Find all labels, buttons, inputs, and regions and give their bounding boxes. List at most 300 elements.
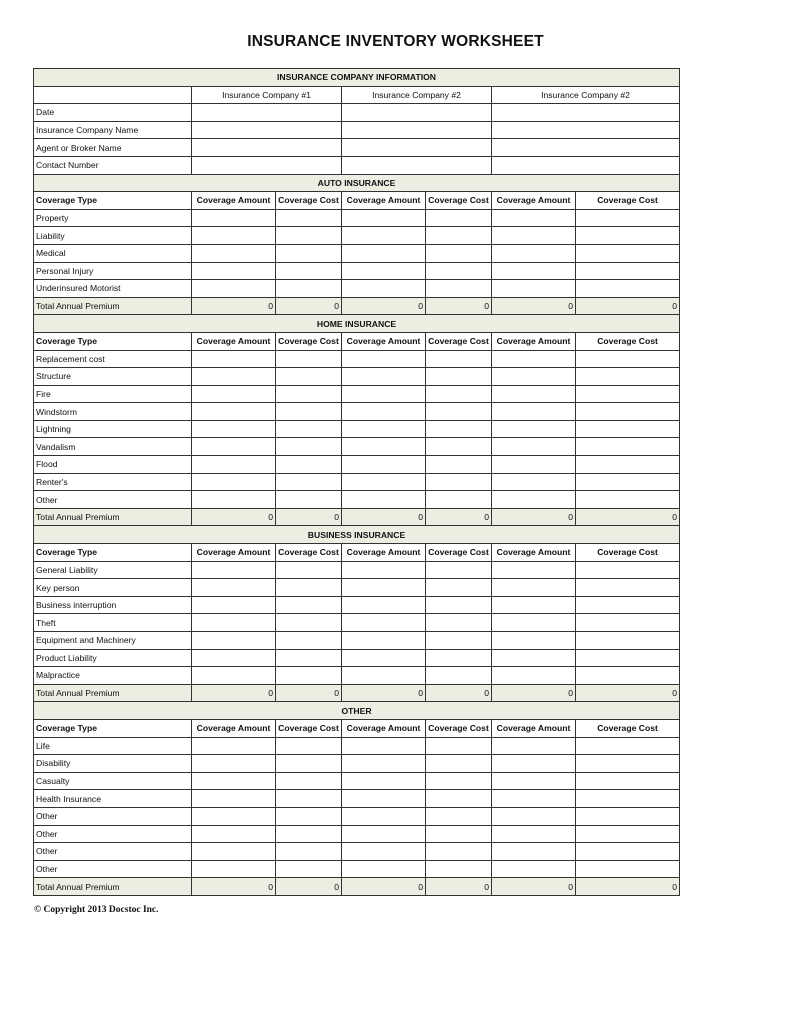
coverage-cost-cell[interactable] (276, 262, 342, 280)
coverage-cost-cell[interactable] (426, 368, 492, 386)
coverage-amount-cell[interactable] (492, 596, 576, 614)
coverage-type-label: General Liability (34, 561, 192, 579)
company-info-input-cell[interactable] (492, 156, 680, 174)
coverage-cost-cell[interactable] (276, 209, 342, 227)
coverage-cost-cell[interactable] (576, 280, 680, 298)
company-info-row (34, 104, 680, 122)
total-premium-value: 0 (426, 508, 492, 526)
company-info-input-cell[interactable] (342, 139, 492, 157)
coverage-cost-cell[interactable] (426, 737, 492, 755)
total-premium-value: 0 (426, 878, 492, 896)
coverage-type-label: Windstorm (34, 403, 192, 421)
coverage-cost-cell[interactable] (276, 843, 342, 861)
coverage-row (34, 667, 680, 685)
coverage-type-label: Other (34, 860, 192, 878)
coverage-type-label: Life (34, 737, 192, 755)
coverage-amount-cell[interactable] (342, 420, 426, 438)
coverage-cost-cell[interactable] (426, 403, 492, 421)
company-info-label: Contact Number (34, 156, 192, 174)
coverage-amount-cell[interactable] (342, 227, 426, 245)
coverage-amount-cell[interactable] (192, 790, 276, 808)
coverage-cost-cell[interactable] (276, 456, 342, 474)
company-info-label: Insurance Company Name (34, 121, 192, 139)
coverage-amount-cell[interactable] (192, 491, 276, 509)
total-premium-value: 0 (492, 878, 576, 896)
coverage-amount-cell[interactable] (492, 579, 576, 597)
total-premium-value: 0 (426, 297, 492, 315)
coverage-cost-header: Coverage Cost (276, 332, 342, 350)
coverage-cost-cell[interactable] (426, 420, 492, 438)
coverage-cost-cell[interactable] (276, 244, 342, 262)
company-header-1: Insurance Company #1 (192, 86, 342, 104)
coverage-amount-cell[interactable] (342, 209, 426, 227)
coverage-cost-cell[interactable] (426, 438, 492, 456)
coverage-type-label: Casualty (34, 772, 192, 790)
coverage-amount-cell[interactable] (342, 649, 426, 667)
coverage-cost-cell[interactable] (276, 790, 342, 808)
coverage-cost-cell[interactable] (276, 614, 342, 632)
coverage-row (34, 456, 680, 474)
section-heading-row (34, 315, 680, 333)
coverage-amount-cell[interactable] (492, 262, 576, 280)
coverage-row (34, 632, 680, 650)
section-heading: HOME INSURANCE (34, 315, 680, 333)
coverage-amount-cell[interactable] (342, 632, 426, 650)
coverage-cost-cell[interactable] (426, 385, 492, 403)
coverage-amount-header: Coverage Amount (192, 544, 276, 562)
coverage-type-label: Replacement cost (34, 350, 192, 368)
coverage-amount-cell[interactable] (492, 807, 576, 825)
coverage-amount-cell[interactable] (492, 368, 576, 386)
coverage-cost-cell[interactable] (426, 227, 492, 245)
coverage-row (34, 438, 680, 456)
coverage-amount-cell[interactable] (342, 262, 426, 280)
coverage-amount-cell[interactable] (192, 632, 276, 650)
coverage-cost-header: Coverage Cost (426, 332, 492, 350)
column-header-row (34, 332, 680, 350)
coverage-cost-cell[interactable] (576, 649, 680, 667)
coverage-cost-cell[interactable] (576, 737, 680, 755)
coverage-cost-cell[interactable] (426, 456, 492, 474)
coverage-cost-cell[interactable] (576, 596, 680, 614)
coverage-row (34, 385, 680, 403)
coverage-amount-header: Coverage Amount (342, 544, 426, 562)
coverage-type-label: Theft (34, 614, 192, 632)
coverage-amount-cell[interactable] (492, 385, 576, 403)
coverage-amount-cell[interactable] (192, 843, 276, 861)
coverage-type-label: Product Liability (34, 649, 192, 667)
coverage-cost-header: Coverage Cost (576, 544, 680, 562)
coverage-cost-cell[interactable] (276, 860, 342, 878)
coverage-amount-cell[interactable] (342, 280, 426, 298)
coverage-amount-cell[interactable] (192, 807, 276, 825)
coverage-cost-cell[interactable] (576, 350, 680, 368)
coverage-cost-cell[interactable] (426, 667, 492, 685)
coverage-cost-cell[interactable] (426, 244, 492, 262)
coverage-amount-cell[interactable] (342, 350, 426, 368)
coverage-cost-cell[interactable] (576, 860, 680, 878)
coverage-cost-cell[interactable] (426, 614, 492, 632)
coverage-cost-cell[interactable] (426, 473, 492, 491)
worksheet-table (33, 68, 680, 896)
coverage-cost-cell[interactable] (276, 438, 342, 456)
total-premium-value: 0 (492, 508, 576, 526)
coverage-type-label: Other (34, 843, 192, 861)
coverage-cost-cell[interactable] (426, 491, 492, 509)
company-header-3: Insurance Company #2 (492, 86, 680, 104)
coverage-amount-cell[interactable] (492, 790, 576, 808)
coverage-cost-cell[interactable] (276, 772, 342, 790)
coverage-amount-cell[interactable] (192, 755, 276, 773)
coverage-row (34, 790, 680, 808)
coverage-amount-cell[interactable] (192, 860, 276, 878)
coverage-amount-cell[interactable] (342, 368, 426, 386)
coverage-amount-cell[interactable] (192, 579, 276, 597)
coverage-cost-cell[interactable] (576, 403, 680, 421)
coverage-amount-cell[interactable] (192, 420, 276, 438)
coverage-cost-cell[interactable] (576, 262, 680, 280)
coverage-row (34, 579, 680, 597)
total-premium-value: 0 (276, 684, 342, 702)
coverage-cost-cell[interactable] (276, 473, 342, 491)
column-header-row (34, 544, 680, 562)
total-premium-value: 0 (576, 878, 680, 896)
total-premium-row (34, 878, 680, 896)
blank-cell (34, 86, 192, 104)
coverage-row (34, 368, 680, 386)
coverage-type-label: Flood (34, 456, 192, 474)
coverage-cost-cell[interactable] (576, 790, 680, 808)
coverage-row (34, 473, 680, 491)
coverage-amount-cell[interactable] (192, 614, 276, 632)
coverage-amount-cell[interactable] (192, 825, 276, 843)
section-heading: OTHER (34, 702, 680, 720)
coverage-row (34, 614, 680, 632)
coverage-cost-cell[interactable] (576, 807, 680, 825)
coverage-amount-cell[interactable] (492, 667, 576, 685)
company-info-input-cell[interactable] (492, 139, 680, 157)
coverage-cost-cell[interactable] (276, 579, 342, 597)
coverage-amount-cell[interactable] (492, 860, 576, 878)
coverage-amount-cell[interactable] (492, 843, 576, 861)
coverage-amount-cell[interactable] (492, 244, 576, 262)
coverage-amount-cell[interactable] (342, 403, 426, 421)
copyright-notice: © Copyright 2013 Docstoc Inc. (34, 905, 159, 915)
coverage-type-label: Vandalism (34, 438, 192, 456)
section-heading: BUSINESS INSURANCE (34, 526, 680, 544)
coverage-type-label: Structure (34, 368, 192, 386)
company-names-row (34, 86, 680, 104)
coverage-row (34, 737, 680, 755)
coverage-cost-cell[interactable] (276, 280, 342, 298)
section-heading-row (34, 174, 680, 192)
company-info-input-cell[interactable] (192, 156, 342, 174)
coverage-cost-cell[interactable] (576, 473, 680, 491)
company-info-input-cell[interactable] (192, 104, 342, 122)
coverage-amount-cell[interactable] (342, 860, 426, 878)
coverage-amount-cell[interactable] (192, 368, 276, 386)
coverage-amount-cell[interactable] (342, 667, 426, 685)
coverage-row (34, 420, 680, 438)
coverage-cost-cell[interactable] (426, 860, 492, 878)
coverage-row (34, 280, 680, 298)
coverage-cost-cell[interactable] (576, 825, 680, 843)
coverage-type-label: Key person (34, 579, 192, 597)
coverage-amount-cell[interactable] (342, 438, 426, 456)
coverage-amount-cell[interactable] (492, 825, 576, 843)
coverage-type-label: Equipment and Machinery (34, 632, 192, 650)
coverage-amount-cell[interactable] (492, 438, 576, 456)
coverage-cost-cell[interactable] (276, 420, 342, 438)
coverage-cost-cell[interactable] (426, 790, 492, 808)
coverage-cost-cell[interactable] (276, 825, 342, 843)
coverage-amount-cell[interactable] (192, 209, 276, 227)
total-premium-value: 0 (276, 878, 342, 896)
coverage-cost-cell[interactable] (426, 209, 492, 227)
coverage-row (34, 244, 680, 262)
coverage-cost-cell[interactable] (276, 737, 342, 755)
coverage-cost-cell[interactable] (576, 772, 680, 790)
coverage-amount-cell[interactable] (342, 561, 426, 579)
coverage-row (34, 860, 680, 878)
coverage-amount-cell[interactable] (342, 244, 426, 262)
coverage-row (34, 755, 680, 773)
column-header-row (34, 719, 680, 737)
coverage-type-header: Coverage Type (34, 719, 192, 737)
coverage-row (34, 807, 680, 825)
company-info-row (34, 121, 680, 139)
coverage-cost-cell[interactable] (276, 755, 342, 773)
coverage-amount-cell[interactable] (192, 385, 276, 403)
coverage-row (34, 350, 680, 368)
coverage-type-label: Health Insurance (34, 790, 192, 808)
coverage-row (34, 649, 680, 667)
coverage-amount-cell[interactable] (192, 456, 276, 474)
coverage-amount-cell[interactable] (192, 561, 276, 579)
total-premium-value: 0 (276, 508, 342, 526)
company-info-input-cell[interactable] (192, 121, 342, 139)
coverage-amount-cell[interactable] (492, 491, 576, 509)
coverage-row (34, 403, 680, 421)
company-info-input-cell[interactable] (192, 139, 342, 157)
coverage-cost-cell[interactable] (426, 262, 492, 280)
coverage-cost-cell[interactable] (576, 385, 680, 403)
coverage-amount-cell[interactable] (192, 667, 276, 685)
coverage-cost-cell[interactable] (426, 825, 492, 843)
coverage-amount-cell[interactable] (192, 244, 276, 262)
coverage-amount-cell[interactable] (492, 473, 576, 491)
coverage-amount-cell[interactable] (342, 807, 426, 825)
total-premium-value: 0 (342, 297, 426, 315)
coverage-type-header: Coverage Type (34, 192, 192, 210)
coverage-cost-cell[interactable] (576, 438, 680, 456)
coverage-cost-cell[interactable] (426, 350, 492, 368)
coverage-type-label: Business interruption (34, 596, 192, 614)
coverage-type-header: Coverage Type (34, 544, 192, 562)
coverage-cost-cell[interactable] (576, 667, 680, 685)
coverage-amount-cell[interactable] (342, 456, 426, 474)
coverage-cost-cell[interactable] (276, 807, 342, 825)
coverage-cost-cell[interactable] (426, 579, 492, 597)
coverage-amount-cell[interactable] (492, 649, 576, 667)
coverage-amount-cell[interactable] (492, 755, 576, 773)
coverage-cost-cell[interactable] (426, 772, 492, 790)
coverage-amount-cell[interactable] (342, 755, 426, 773)
coverage-amount-cell[interactable] (192, 262, 276, 280)
coverage-cost-cell[interactable] (276, 403, 342, 421)
coverage-amount-cell[interactable] (342, 772, 426, 790)
coverage-amount-cell[interactable] (192, 438, 276, 456)
coverage-cost-header: Coverage Cost (426, 544, 492, 562)
coverage-type-label: Renter's (34, 473, 192, 491)
coverage-amount-cell[interactable] (192, 772, 276, 790)
company-info-input-cell[interactable] (492, 104, 680, 122)
coverage-amount-cell[interactable] (492, 403, 576, 421)
coverage-amount-cell[interactable] (342, 737, 426, 755)
coverage-cost-cell[interactable] (576, 561, 680, 579)
coverage-cost-cell[interactable] (426, 280, 492, 298)
coverage-amount-cell[interactable] (492, 227, 576, 245)
total-premium-label: Total Annual Premium (34, 508, 192, 526)
coverage-cost-cell[interactable] (576, 244, 680, 262)
coverage-amount-header: Coverage Amount (192, 332, 276, 350)
coverage-amount-header: Coverage Amount (492, 192, 576, 210)
coverage-cost-header: Coverage Cost (276, 719, 342, 737)
coverage-cost-cell[interactable] (426, 632, 492, 650)
coverage-amount-cell[interactable] (342, 596, 426, 614)
coverage-cost-cell[interactable] (276, 491, 342, 509)
total-premium-row (34, 297, 680, 315)
coverage-type-label: Liability (34, 227, 192, 245)
coverage-cost-cell[interactable] (276, 385, 342, 403)
coverage-type-label: Property (34, 209, 192, 227)
coverage-cost-cell[interactable] (576, 755, 680, 773)
coverage-amount-cell[interactable] (492, 280, 576, 298)
coverage-amount-cell[interactable] (492, 350, 576, 368)
section-heading-row (34, 526, 680, 544)
coverage-cost-cell[interactable] (276, 350, 342, 368)
coverage-amount-cell[interactable] (342, 579, 426, 597)
coverage-amount-cell[interactable] (342, 385, 426, 403)
total-premium-label: Total Annual Premium (34, 684, 192, 702)
coverage-amount-cell[interactable] (492, 209, 576, 227)
coverage-cost-cell[interactable] (576, 456, 680, 474)
coverage-cost-cell[interactable] (276, 227, 342, 245)
coverage-amount-cell[interactable] (192, 403, 276, 421)
coverage-amount-cell[interactable] (342, 614, 426, 632)
coverage-cost-cell[interactable] (576, 491, 680, 509)
coverage-cost-cell[interactable] (276, 649, 342, 667)
coverage-cost-cell[interactable] (426, 596, 492, 614)
coverage-type-label: Fire (34, 385, 192, 403)
company-info-label: Date (34, 104, 192, 122)
coverage-amount-cell[interactable] (192, 737, 276, 755)
coverage-amount-header: Coverage Amount (492, 719, 576, 737)
coverage-cost-cell[interactable] (276, 561, 342, 579)
coverage-cost-cell[interactable] (576, 420, 680, 438)
coverage-amount-cell[interactable] (342, 790, 426, 808)
coverage-cost-cell[interactable] (276, 667, 342, 685)
coverage-cost-cell[interactable] (576, 632, 680, 650)
total-premium-value: 0 (342, 878, 426, 896)
total-premium-value: 0 (342, 684, 426, 702)
coverage-amount-cell[interactable] (492, 420, 576, 438)
coverage-cost-cell[interactable] (576, 579, 680, 597)
coverage-row (34, 262, 680, 280)
company-info-input-cell[interactable] (492, 121, 680, 139)
coverage-type-label: Medical (34, 244, 192, 262)
coverage-cost-cell[interactable] (576, 368, 680, 386)
coverage-amount-header: Coverage Amount (492, 544, 576, 562)
coverage-amount-cell[interactable] (192, 350, 276, 368)
coverage-row (34, 491, 680, 509)
company-info-input-cell[interactable] (342, 121, 492, 139)
column-header-row (34, 192, 680, 210)
coverage-amount-cell[interactable] (492, 561, 576, 579)
coverage-cost-cell[interactable] (276, 596, 342, 614)
coverage-amount-cell[interactable] (192, 280, 276, 298)
coverage-cost-cell[interactable] (426, 561, 492, 579)
coverage-amount-header: Coverage Amount (342, 332, 426, 350)
total-premium-value: 0 (492, 684, 576, 702)
coverage-cost-cell[interactable] (426, 807, 492, 825)
coverage-cost-cell[interactable] (576, 614, 680, 632)
coverage-amount-cell[interactable] (342, 825, 426, 843)
coverage-cost-cell[interactable] (426, 755, 492, 773)
company-info-input-cell[interactable] (342, 104, 492, 122)
coverage-row (34, 227, 680, 245)
total-premium-value: 0 (492, 297, 576, 315)
coverage-row (34, 772, 680, 790)
coverage-type-label: Malpractice (34, 667, 192, 685)
coverage-amount-cell[interactable] (492, 614, 576, 632)
company-info-input-cell[interactable] (342, 156, 492, 174)
coverage-amount-cell[interactable] (342, 491, 426, 509)
coverage-amount-cell[interactable] (492, 456, 576, 474)
coverage-amount-cell[interactable] (192, 473, 276, 491)
total-premium-value: 0 (192, 297, 276, 315)
coverage-cost-cell[interactable] (426, 843, 492, 861)
coverage-amount-header: Coverage Amount (492, 332, 576, 350)
total-premium-value: 0 (192, 684, 276, 702)
coverage-cost-cell[interactable] (576, 227, 680, 245)
coverage-amount-cell[interactable] (192, 227, 276, 245)
coverage-type-label: Other (34, 807, 192, 825)
coverage-cost-cell[interactable] (576, 843, 680, 861)
coverage-cost-cell[interactable] (426, 649, 492, 667)
coverage-cost-cell[interactable] (276, 632, 342, 650)
coverage-amount-cell[interactable] (492, 772, 576, 790)
total-premium-label: Total Annual Premium (34, 297, 192, 315)
coverage-amount-header: Coverage Amount (342, 192, 426, 210)
coverage-amount-cell[interactable] (342, 843, 426, 861)
coverage-amount-cell[interactable] (492, 737, 576, 755)
coverage-amount-cell[interactable] (492, 632, 576, 650)
coverage-cost-header: Coverage Cost (576, 719, 680, 737)
coverage-cost-cell[interactable] (576, 209, 680, 227)
company-header-2: Insurance Company #2 (342, 86, 492, 104)
coverage-amount-cell[interactable] (192, 596, 276, 614)
total-premium-value: 0 (426, 684, 492, 702)
coverage-row (34, 561, 680, 579)
coverage-cost-cell[interactable] (276, 368, 342, 386)
coverage-amount-cell[interactable] (342, 473, 426, 491)
total-premium-value: 0 (576, 684, 680, 702)
coverage-amount-cell[interactable] (192, 649, 276, 667)
coverage-cost-header: Coverage Cost (276, 192, 342, 210)
page-title: INSURANCE INVENTORY WORKSHEET (247, 33, 544, 50)
company-info-label: Agent or Broker Name (34, 139, 192, 157)
